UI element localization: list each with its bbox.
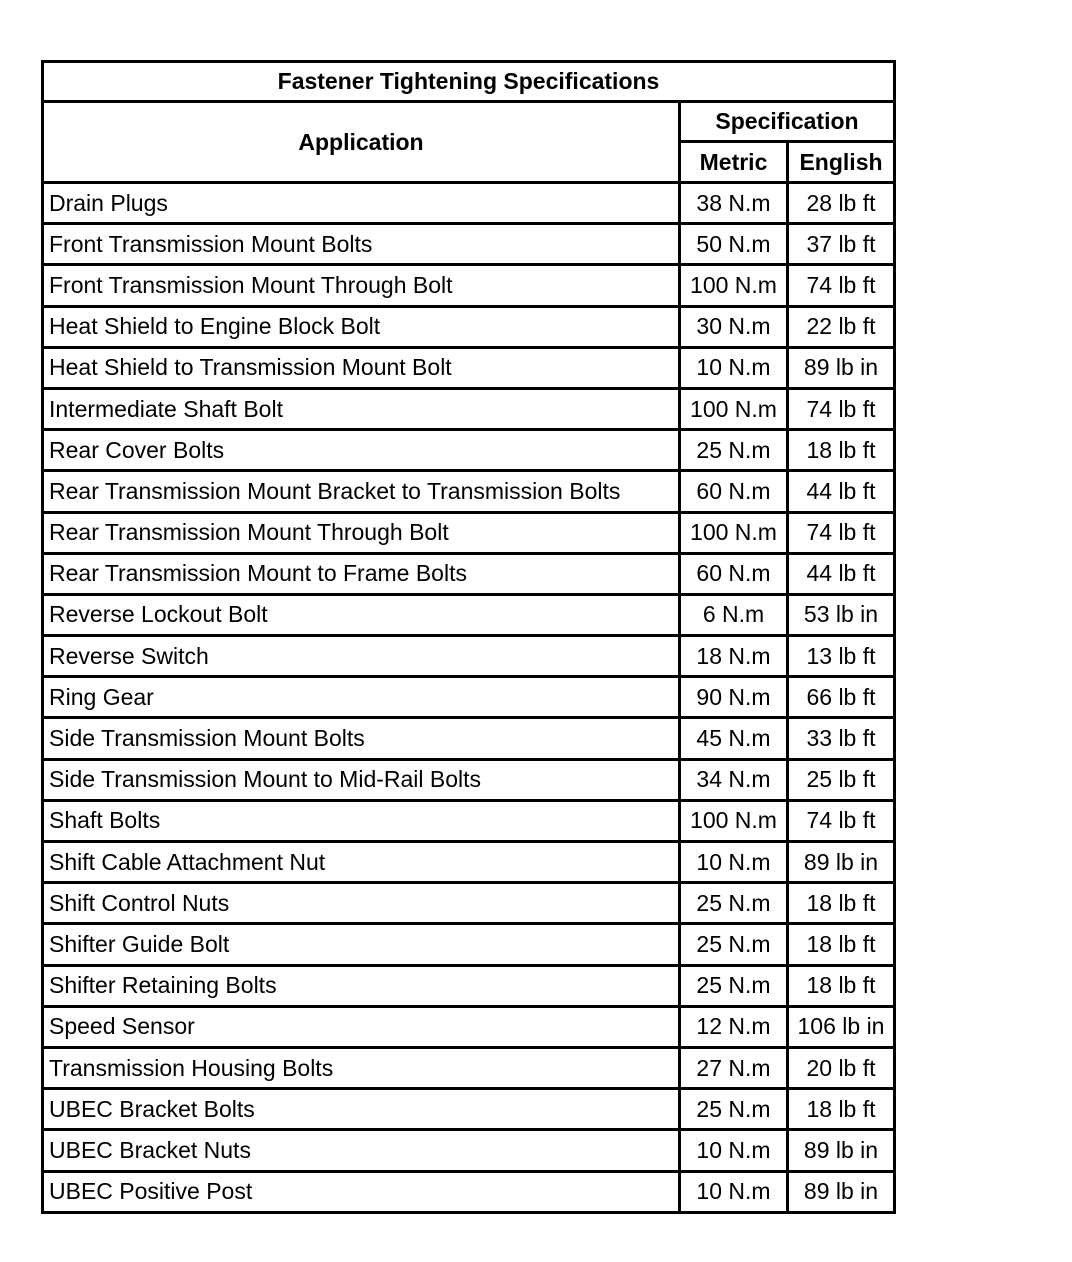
table-row bbox=[43, 924, 895, 965]
english-cell: 66 lb ft bbox=[788, 677, 895, 718]
application-cell: Heat Shield to Engine Block Bolt bbox=[43, 306, 680, 347]
application-cell: Shift Cable Attachment Nut bbox=[43, 842, 680, 883]
table-row bbox=[43, 224, 895, 265]
table-row bbox=[43, 677, 895, 718]
metric-cell: 60 N.m bbox=[680, 553, 788, 594]
table-row bbox=[43, 1171, 895, 1212]
application-cell: Rear Transmission Mount Bracket to Transmission Bolts bbox=[43, 471, 680, 512]
application-cell: Side Transmission Mount to Mid-Rail Bolts bbox=[43, 759, 680, 800]
english-cell: 18 lb ft bbox=[788, 965, 895, 1006]
english-cell: 18 lb ft bbox=[788, 924, 895, 965]
application-cell: UBEC Bracket Bolts bbox=[43, 1089, 680, 1130]
application-cell: Shaft Bolts bbox=[43, 800, 680, 841]
metric-cell: 90 N.m bbox=[680, 677, 788, 718]
english-cell: 13 lb ft bbox=[788, 636, 895, 677]
application-cell: Rear Transmission Mount to Frame Bolts bbox=[43, 553, 680, 594]
table-row bbox=[43, 883, 895, 924]
metric-cell: 12 N.m bbox=[680, 1006, 788, 1047]
application-cell: Rear Cover Bolts bbox=[43, 430, 680, 471]
fastener-spec-table bbox=[41, 60, 896, 1214]
table-row bbox=[43, 1047, 895, 1088]
english-cell: 18 lb ft bbox=[788, 1089, 895, 1130]
metric-cell: 10 N.m bbox=[680, 347, 788, 388]
english-cell: 44 lb ft bbox=[788, 553, 895, 594]
english-cell: 37 lb ft bbox=[788, 224, 895, 265]
metric-cell: 10 N.m bbox=[680, 842, 788, 883]
specification-column-header: Specification bbox=[680, 102, 895, 142]
english-cell: 33 lb ft bbox=[788, 718, 895, 759]
table-row bbox=[43, 1006, 895, 1047]
metric-cell: 60 N.m bbox=[680, 471, 788, 512]
english-cell: 22 lb ft bbox=[788, 306, 895, 347]
english-cell: 89 lb in bbox=[788, 1171, 895, 1212]
english-cell: 74 lb ft bbox=[788, 800, 895, 841]
english-cell: 20 lb ft bbox=[788, 1047, 895, 1088]
application-cell: Speed Sensor bbox=[43, 1006, 680, 1047]
application-cell: Front Transmission Mount Bolts bbox=[43, 224, 680, 265]
metric-cell: 100 N.m bbox=[680, 800, 788, 841]
table-row bbox=[43, 265, 895, 306]
english-cell: 106 lb in bbox=[788, 1006, 895, 1047]
application-cell: Reverse Lockout Bolt bbox=[43, 594, 680, 635]
table-row bbox=[43, 636, 895, 677]
metric-cell: 100 N.m bbox=[680, 265, 788, 306]
metric-cell: 6 N.m bbox=[680, 594, 788, 635]
metric-cell: 100 N.m bbox=[680, 388, 788, 429]
english-cell: 18 lb ft bbox=[788, 883, 895, 924]
metric-column-header: Metric bbox=[680, 142, 788, 183]
english-cell: 89 lb in bbox=[788, 347, 895, 388]
metric-cell: 25 N.m bbox=[680, 430, 788, 471]
table-row bbox=[43, 430, 895, 471]
table-row bbox=[43, 1089, 895, 1130]
english-cell: 53 lb in bbox=[788, 594, 895, 635]
table-row bbox=[43, 965, 895, 1006]
english-cell: 89 lb in bbox=[788, 842, 895, 883]
english-cell: 18 lb ft bbox=[788, 430, 895, 471]
english-cell: 44 lb ft bbox=[788, 471, 895, 512]
english-cell: 74 lb ft bbox=[788, 512, 895, 553]
application-cell: Intermediate Shaft Bolt bbox=[43, 388, 680, 429]
english-column-header: English bbox=[788, 142, 895, 183]
table-row bbox=[43, 759, 895, 800]
application-cell: Rear Transmission Mount Through Bolt bbox=[43, 512, 680, 553]
english-cell: 74 lb ft bbox=[788, 388, 895, 429]
metric-cell: 27 N.m bbox=[680, 1047, 788, 1088]
application-column-header: Application bbox=[43, 102, 680, 183]
table-row bbox=[43, 842, 895, 883]
table-row bbox=[43, 594, 895, 635]
metric-cell: 45 N.m bbox=[680, 718, 788, 759]
application-cell: Reverse Switch bbox=[43, 636, 680, 677]
application-cell: Drain Plugs bbox=[43, 183, 680, 224]
english-cell: 89 lb in bbox=[788, 1130, 895, 1171]
metric-cell: 30 N.m bbox=[680, 306, 788, 347]
table-row bbox=[43, 388, 895, 429]
application-cell: Shifter Retaining Bolts bbox=[43, 965, 680, 1006]
application-cell: UBEC Bracket Nuts bbox=[43, 1130, 680, 1171]
application-cell: Side Transmission Mount Bolts bbox=[43, 718, 680, 759]
metric-cell: 38 N.m bbox=[680, 183, 788, 224]
table-title: Fastener Tightening Specifications bbox=[43, 62, 895, 102]
table-row bbox=[43, 800, 895, 841]
english-cell: 74 lb ft bbox=[788, 265, 895, 306]
english-cell: 28 lb ft bbox=[788, 183, 895, 224]
table-row bbox=[43, 718, 895, 759]
application-cell: Shifter Guide Bolt bbox=[43, 924, 680, 965]
metric-cell: 10 N.m bbox=[680, 1171, 788, 1212]
metric-cell: 25 N.m bbox=[680, 965, 788, 1006]
metric-cell: 34 N.m bbox=[680, 759, 788, 800]
table-row bbox=[43, 306, 895, 347]
english-cell: 25 lb ft bbox=[788, 759, 895, 800]
table-row bbox=[43, 471, 895, 512]
table-body bbox=[43, 183, 895, 1213]
application-cell: Shift Control Nuts bbox=[43, 883, 680, 924]
table-row bbox=[43, 512, 895, 553]
metric-cell: 18 N.m bbox=[680, 636, 788, 677]
table-row bbox=[43, 347, 895, 388]
table-row bbox=[43, 183, 895, 224]
application-cell: Front Transmission Mount Through Bolt bbox=[43, 265, 680, 306]
application-cell: Transmission Housing Bolts bbox=[43, 1047, 680, 1088]
metric-cell: 25 N.m bbox=[680, 883, 788, 924]
application-cell: UBEC Positive Post bbox=[43, 1171, 680, 1212]
metric-cell: 100 N.m bbox=[680, 512, 788, 553]
metric-cell: 50 N.m bbox=[680, 224, 788, 265]
application-cell: Ring Gear bbox=[43, 677, 680, 718]
application-cell: Heat Shield to Transmission Mount Bolt bbox=[43, 347, 680, 388]
table-row bbox=[43, 1130, 895, 1171]
table-row bbox=[43, 553, 895, 594]
metric-cell: 25 N.m bbox=[680, 1089, 788, 1130]
metric-cell: 25 N.m bbox=[680, 924, 788, 965]
metric-cell: 10 N.m bbox=[680, 1130, 788, 1171]
